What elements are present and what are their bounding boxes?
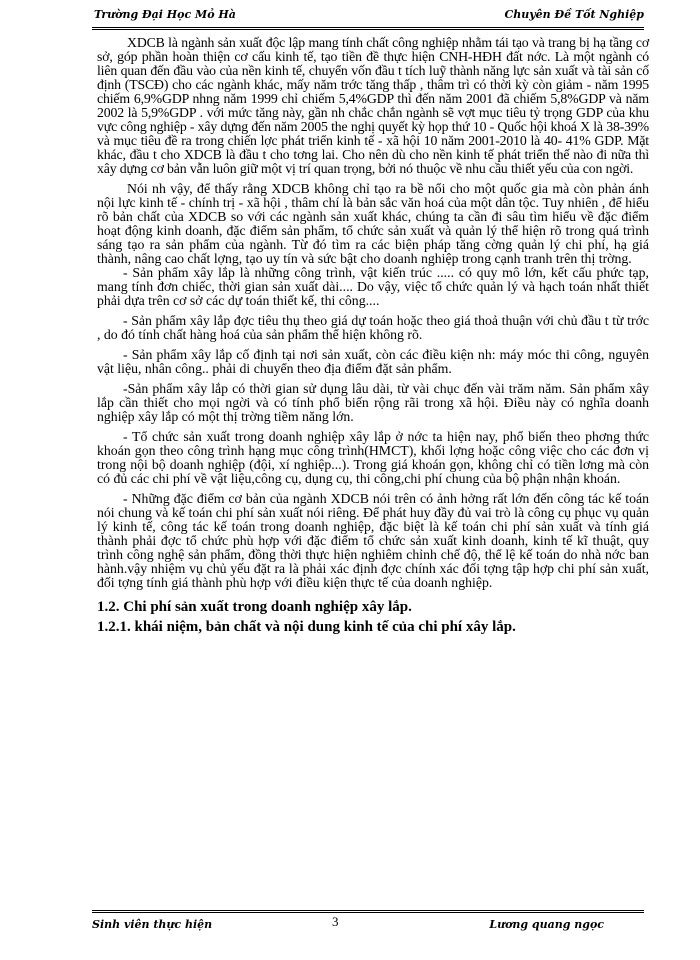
- header-rule: [92, 27, 644, 30]
- paragraph-feature-scale: - Sản phẩm xây lắp là những công trình, vật kiến trúc ..... có quy mô lớn, kết cấu phức tạp, mang tính đơn chiếc, thời gian sản xuất dài.... Do vậy, việc tổ chức quản lý và hạch toán nhất thiết phải dựa trên cơ sở các dự toán thiết kế, thi công....: [97, 265, 649, 308]
- paragraph-feature-price: - Sản phẩm xây lắp đợc tiêu thụ theo giá dự toán hoặc theo giá thoả thuận với chủ đầu t từ trớc , do đó tính chất hàng hoá của sản phẩm thể hiện không rõ.: [97, 313, 649, 342]
- footer-author-name: Lương quang ngọc: [489, 918, 604, 931]
- subsection-heading: 1.2.1. khái niệm, bản chất và nội dung kinh tế của chi phí xây lắp.: [97, 619, 516, 635]
- paragraph-feature-duration: -Sản phẩm xây lắp có thời gian sử dụng lâu dài, từ vài chục đến vài trăm năm. Sản phẩm xây lắp cần thiết cho mọi ngời và có tính phổ biến rộng rãi trong xã hội. Điều này có nghĩa doanh nghiệp xây lắp có một thị trờng tiềm năng lớn.: [97, 381, 649, 424]
- paragraph-accounting-impact: - Những đặc điểm cơ bản của ngành XDCB nói trên có ảnh hởng rất lớn đến công tác kế toán nói chung và kế toán chi phí sản xuất nói riêng. Để phát huy đầy đủ vai trò là công cụ phục vụ quản lý kinh tế, công tác kế toán trong doanh nghiệp, đặc biệt là kế toán chi phí sản xuất và tính giá thành phải đợc tổ chức phù hợp với đặc điểm tổ chức sản xuất kinh doanh, kinh tế kĩ thuật, quy trình công nghệ sản phẩm, đồng thời thực hiện nghiêm chỉnh chế độ, thể lệ kế toán do nhà nớc ban hành.vậy nhiệm vụ chủ yếu đặt ra là phải xác định đợc chính xác đối tợng tập hợp chi phí sản xuất, đối tợng tính giá thành phù hợp với điều kiện thực tế của doanh nghiệp.: [97, 491, 649, 590]
- paragraph-feature-fixed: - Sản phẩm xây lắp cố định tại nơi sản xuất, còn các điều kiện nh: máy móc thi công, nguyên vật liệu, nhân công.. phải di chuyển theo địa điểm đặt sản phẩm.: [97, 347, 649, 376]
- page-number: 3: [332, 914, 339, 929]
- header-title: Chuyên Đề Tốt Nghiệp: [504, 8, 644, 21]
- page-footer: [92, 910, 644, 940]
- header-school: Trường Đại Học Mỏ Hà: [94, 8, 236, 21]
- paragraph-intro: XDCB là ngành sản xuất độc lập mang tính chất công nghiệp nhằm tái tạo và trang bị hạ tầng cơ sở, góp phần hoàn thiện cơ cấu kinh tế, tạo tiền đề thực hiện CNH-HĐH đất nớc. Là một ngành có liên quan đến đầu vào của nền kinh tế, chuyển vốn đầu t tích luỹ thành năng lực sản xuất và tài sản cố định (TSCĐ) cho các ngành khác, mấy năm trớc tăng thấp , thâm trì có thời kỳ còn giảm - năm 1995 chiếm 6,9%GDP nhng năm 1999 chỉ chiếm 5,4%GDP thì đến năm 2001 đã chiếm 5,8%GDP và năm 2002 là 5,9%GDP . với mức tăng này, gần nh chắc chắn ngành sẽ vợt mục tiêu tỷ trọng GDP của khu vực công nghiệp - xây dựng đến năm 2005 the nghị quyết kỳ họp thứ 10 - Quốc hội khoá X là 38-39% và mục tiêu đề ra trong chiến lợc phát triển kinh tế - xã hội 10 năm 2001-2010 là 40- 41% GDP. Mặt khác, đầu t cho XDCB là đầu t cho tơng lai. Cho nên dù cho nền kinh tế phát triển thế nào đi nữa thì xây dựng cơ bản vẫn luôn giữ một vị trí quan trọng, bởi nó thuộc về nhu cầu thiết yếu của con ngời.: [97, 35, 649, 176]
- page-header: [92, 2, 644, 26]
- document-body: [97, 36, 649, 636]
- paragraph-feature-organization: - Tổ chức sản xuất trong doanh nghiệp xây lắp ở nớc ta hiện nay, phổ biến theo phơng thức khoán gọn theo công trình hạng mục công trình(HMCT), khối lợng hoặc công việc cho các đơn vị trong nội bộ doanh nghiệp (đội, xí nghiệp...). Trong giá khoán gọn, không chỉ có tiền lơng mà còn có đủ các chi phí về vật liệu,công cụ, dụng cụ, thi công,chi phí chung của bộ phận nhận khoán.: [97, 429, 649, 486]
- paragraph-nature: Nói nh vậy, để thấy rằng XDCB không chỉ tạo ra bề nổi cho một quốc gia mà còn phản ánh nội lực kinh tế - chính trị - xã hội , thâm chí là bản sắc văn hoá của một dân tộc. Tuy nhiên , để hiểu rõ bản chất của XDCB so với các ngành sản xuất khác, chúng ta cần đi sâu tìm hiểu về đặc điểm hoạt động kinh doanh, đặc điểm sản phẩm, tổ chức sản xuất và quản lý thể hiện rõ trong quá trình sáng tạo ra sản phẩm của ngành. Từ đó tìm ra các biện pháp tăng cờng quản lý chi phí, hạ giá thành, nâng cao chất lợng, tạo uy tín và sức bật cho doanh nghiệp trong cạnh tranh trên thị trờng.: [97, 181, 649, 266]
- footer-rule: [92, 910, 644, 913]
- section-heading: 1.2. Chi phí sản xuất trong doanh nghiệp xây lắp.: [97, 599, 412, 615]
- footer-student-label: Sinh viên thực hiện: [92, 918, 213, 931]
